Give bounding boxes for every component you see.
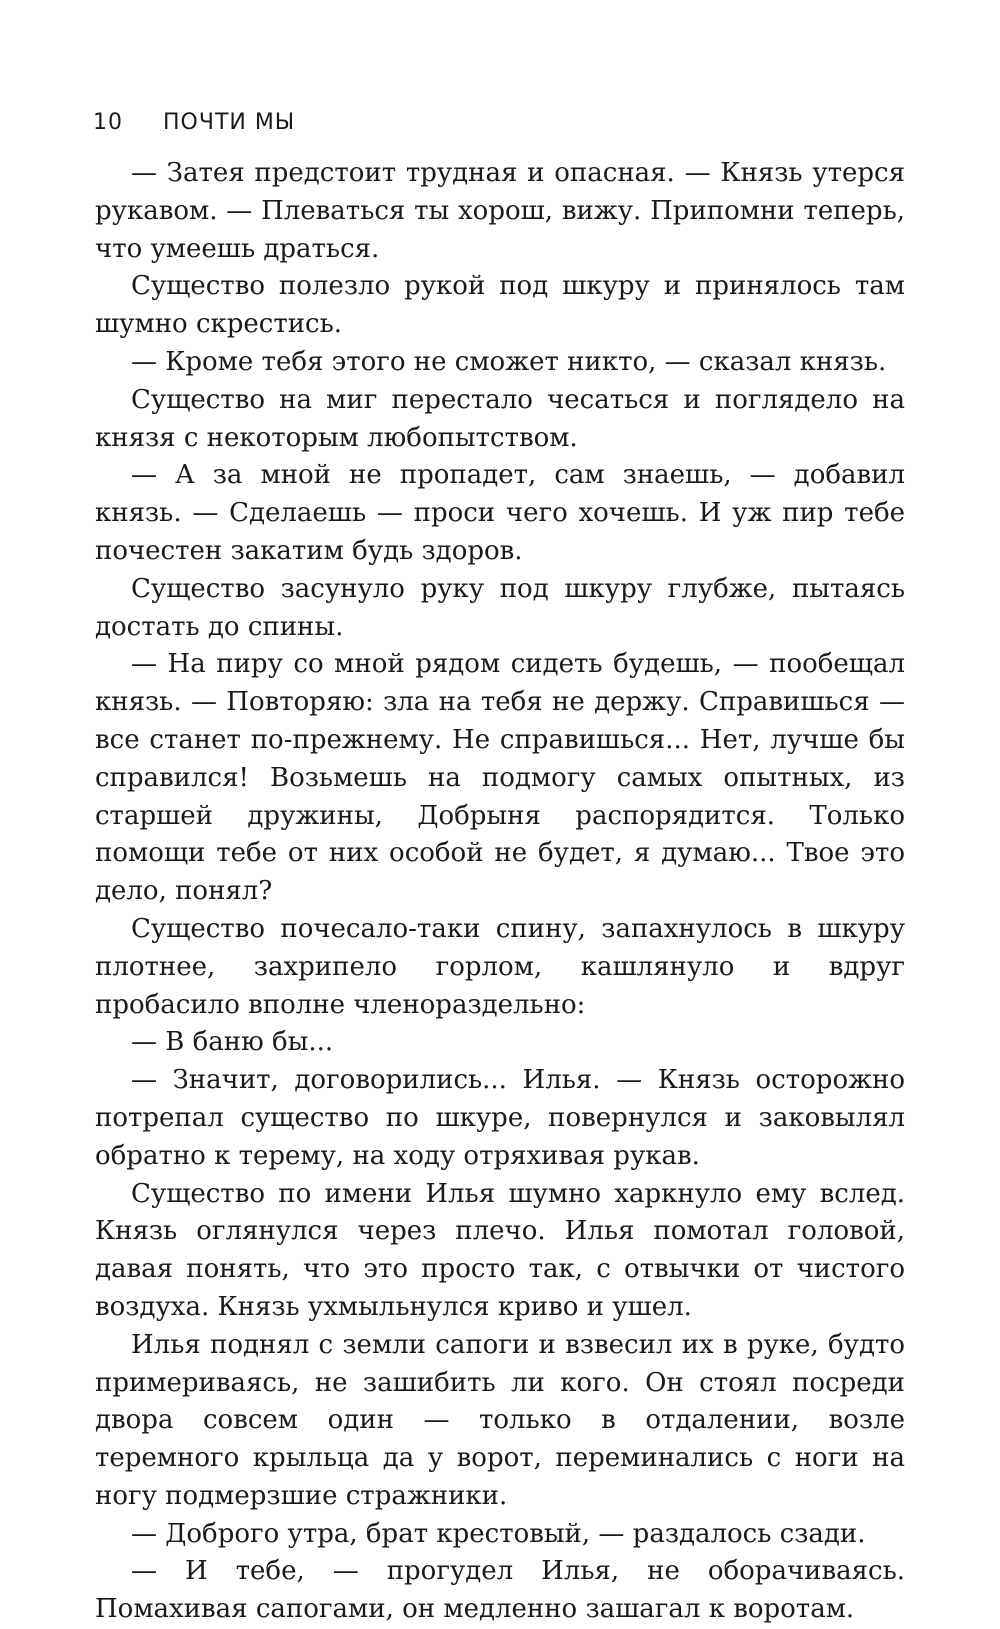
running-header	[93, 110, 295, 135]
paragraph: — В баню бы...	[131, 1027, 334, 1058]
paragraph: Илья поднял с земли сапоги и взвесил их в руке, будто примериваясь, не зашибить ли кого. Он стоял посреди двора совсем один — только в отдалении, возле теремного крыльца да у ворот, переминались с ноги на ногу подмерзшие стражники.	[95, 1329, 905, 1511]
paragraph: — Значит, договорились... Илья. — Князь осторожно потрепал существо по шкуре, повернулся и заковылял обратно к терему, на ходу отряхивая рукав.	[95, 1065, 905, 1171]
paragraph: Существо почесало-таки спину, запахнулось в шкуру плотнее, захрипело горлом, кашлянуло и вдруг пробасило вполне членораздельно:	[95, 913, 905, 1020]
paragraph: — Кроме тебя этого не сможет никто, — сказал князь.	[131, 346, 887, 377]
paragraph: Существо засунуло руку под шкуру глубже, пытаясь достать до спины.	[95, 573, 905, 642]
paragraph: — Доброго утра, брат крестовый, — раздалось сзади.	[131, 1518, 866, 1549]
paragraph: — Затея предстоит трудная и опасная. — Князь утерся рукавом. — Плеваться ты хорош, вижу. Припомни теперь, что умеешь драться.	[95, 158, 905, 264]
paragraph: — А за мной не пропадет, сам знаешь, — добавил князь. — Сделаешь — проси чего хочешь. И уж пир тебе почестен закатим будь здоров.	[95, 460, 905, 566]
paragraph: — И тебе, — прогудел Илья, не оборачиваясь. Помахивая сапогами, он медленно зашагал к воротам.	[95, 1556, 905, 1625]
paragraph: Существо по имени Илья шумно харкнуло ему вслед. Князь оглянулся через плечо. Илья помотал головой, давая понять, что это просто так, с отвычки от чистого воздуха. Князь ухмыльнулся криво и ушел.	[95, 1178, 905, 1322]
page-number: 10	[93, 110, 123, 135]
paragraph: Существо полезло рукой под шкуру и принялось там шумно скрестись.	[95, 271, 905, 340]
running-title: ПОЧТИ МЫ	[163, 110, 296, 135]
body-text	[95, 155, 905, 1629]
paragraph: Существо на миг перестало чесаться и поглядело на князя с некоторым любопытством.	[95, 384, 905, 453]
paragraph: — На пиру со мной рядом сидеть будешь, — пообещал князь. — Повторяю: зла на тебя не держу. Справишься — все станет по-прежнему. Не справишься... Нет, лучше бы справился! Возьмешь на подмогу самых опытных, из старшей дружины, Добрыня распорядится. Только помощи тебе от них особой не будет, я думаю... Твое это дело, понял?	[95, 649, 905, 907]
